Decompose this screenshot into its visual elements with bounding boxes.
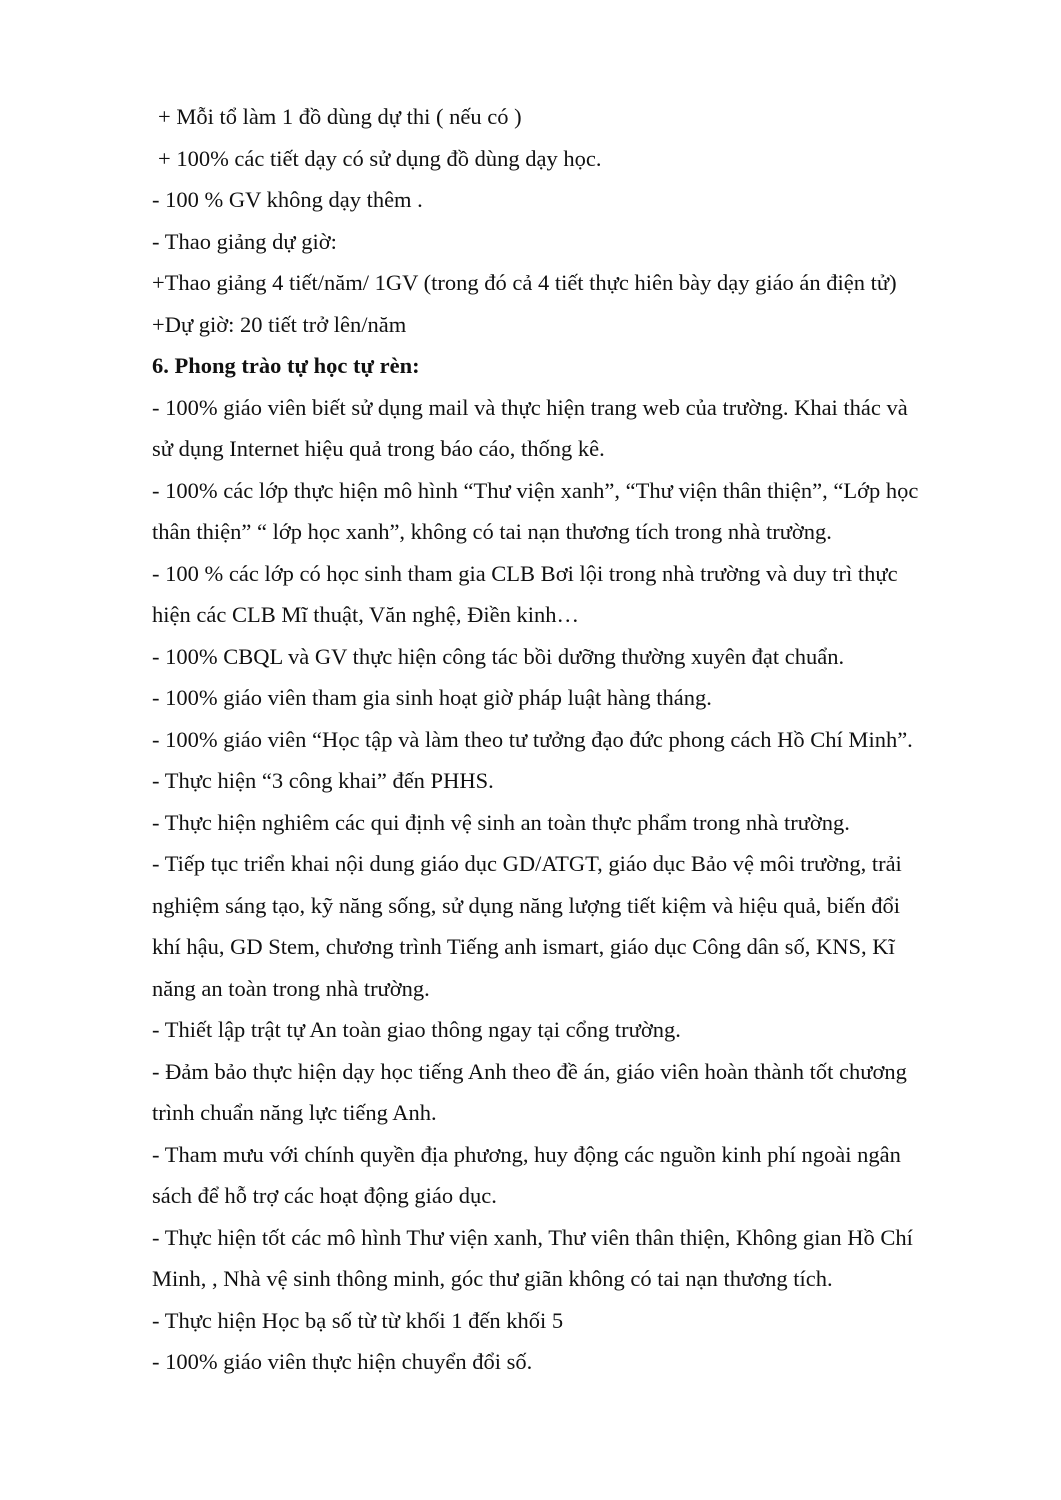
text-line: - Thao giảng dự giờ: — [152, 228, 337, 254]
text-line: hiện các CLB Mĩ thuật, Văn nghệ, Điền kinh… — [152, 602, 580, 627]
text-line: - 100 % GV không dạy thêm . — [152, 187, 423, 212]
text-line: + Mỗi tổ làm 1 đồ dùng dự thi ( nếu có ) — [158, 104, 522, 129]
text-line: - 100% CBQL và GV thực hiện công tác bồi dưỡng thường xuyên đạt chuẩn. — [152, 643, 845, 669]
text-line: sách để hỗ trợ các hoạt động giáo dục. — [152, 1183, 497, 1208]
text-line: - Tiếp tục triển khai nội dung giáo dục GD/ATGT, giáo dục Bảo vệ môi trường, trải — [152, 851, 902, 876]
text-line: năng an toàn trong nhà trường. — [152, 975, 430, 1001]
text-line: Minh, , Nhà vệ sinh thông minh, góc thư giãn không có tai nạn thương tích. — [152, 1266, 833, 1291]
text-line: - 100 % các lớp có học sinh tham gia CLB Bơi lội trong nhà trường và duy trì thực — [152, 560, 898, 586]
text-line: - Thực hiện “3 công khai” đến PHHS. — [152, 768, 494, 793]
text-line: - Thực hiện tốt các mô hình Thư viện xanh, Thư viên thân thiện, Không gian Hồ Chí — [152, 1224, 913, 1250]
text-line: thân thiện” “ lớp học xanh”, không có tai nạn thương tích trong nhà trường. — [152, 519, 832, 544]
text-line: - 100% giáo viên “Học tập và làm theo tư tưởng đạo đức phong cách Hồ Chí Minh”. — [152, 726, 913, 752]
text-line: - Thực hiện Học bạ số từ từ khối 1 đến khối 5 — [152, 1307, 564, 1333]
text-line: +Thao giảng 4 tiết/năm/ 1GV (trong đó cả 4 tiết thực hiên bày dạy giáo án điện tử) — [152, 270, 897, 295]
text-line: trình chuẩn năng lực tiếng Anh. — [152, 1100, 437, 1125]
text-line: + 100% các tiết dạy có sử dụng đồ dùng dạy học. — [158, 145, 602, 171]
text-line: - 100% các lớp thực hiện mô hình “Thư viện xanh”, “Thư viện thân thiện”, “Lớp học — [152, 477, 919, 503]
text-line: - 100% giáo viên thực hiện chuyển đổi số. — [152, 1349, 533, 1374]
text-line: - 100% giáo viên tham gia sinh hoạt giờ pháp luật hàng tháng. — [152, 685, 712, 710]
text-line: - Đảm bảo thực hiện dạy học tiếng Anh theo đề án, giáo viên hoàn thành tốt chương — [152, 1058, 907, 1084]
text-line: sử dụng Internet hiệu quả trong báo cáo, thống kê. — [152, 436, 605, 461]
text-line: nghiệm sáng tạo, kỹ năng sống, sử dụng năng lượng tiết kiệm và hiệu quả, biến đổi — [152, 892, 901, 918]
text-line: - Thiết lập trật tự An toàn giao thông ngay tại cổng trường. — [152, 1017, 681, 1042]
text-line: - Thực hiện nghiêm các qui định vệ sinh an toàn thực phẩm trong nhà trường. — [152, 809, 850, 835]
text-line: - Tham mưu với chính quyền địa phương, huy động các nguồn kinh phí ngoài ngân — [152, 1141, 901, 1167]
text-line: - 100% giáo viên biết sử dụng mail và thực hiện trang web của trường. Khai thác và — [152, 394, 908, 420]
document-body — [152, 96, 972, 1383]
section-heading: 6. Phong trào tự học tự rèn: — [152, 353, 420, 378]
text-line: khí hậu, GD Stem, chương trình Tiếng anh ismart, giáo dục Công dân số, KNS, Kĩ — [152, 934, 895, 959]
text-line: +Dự giờ: 20 tiết trở lên/năm — [152, 311, 407, 337]
